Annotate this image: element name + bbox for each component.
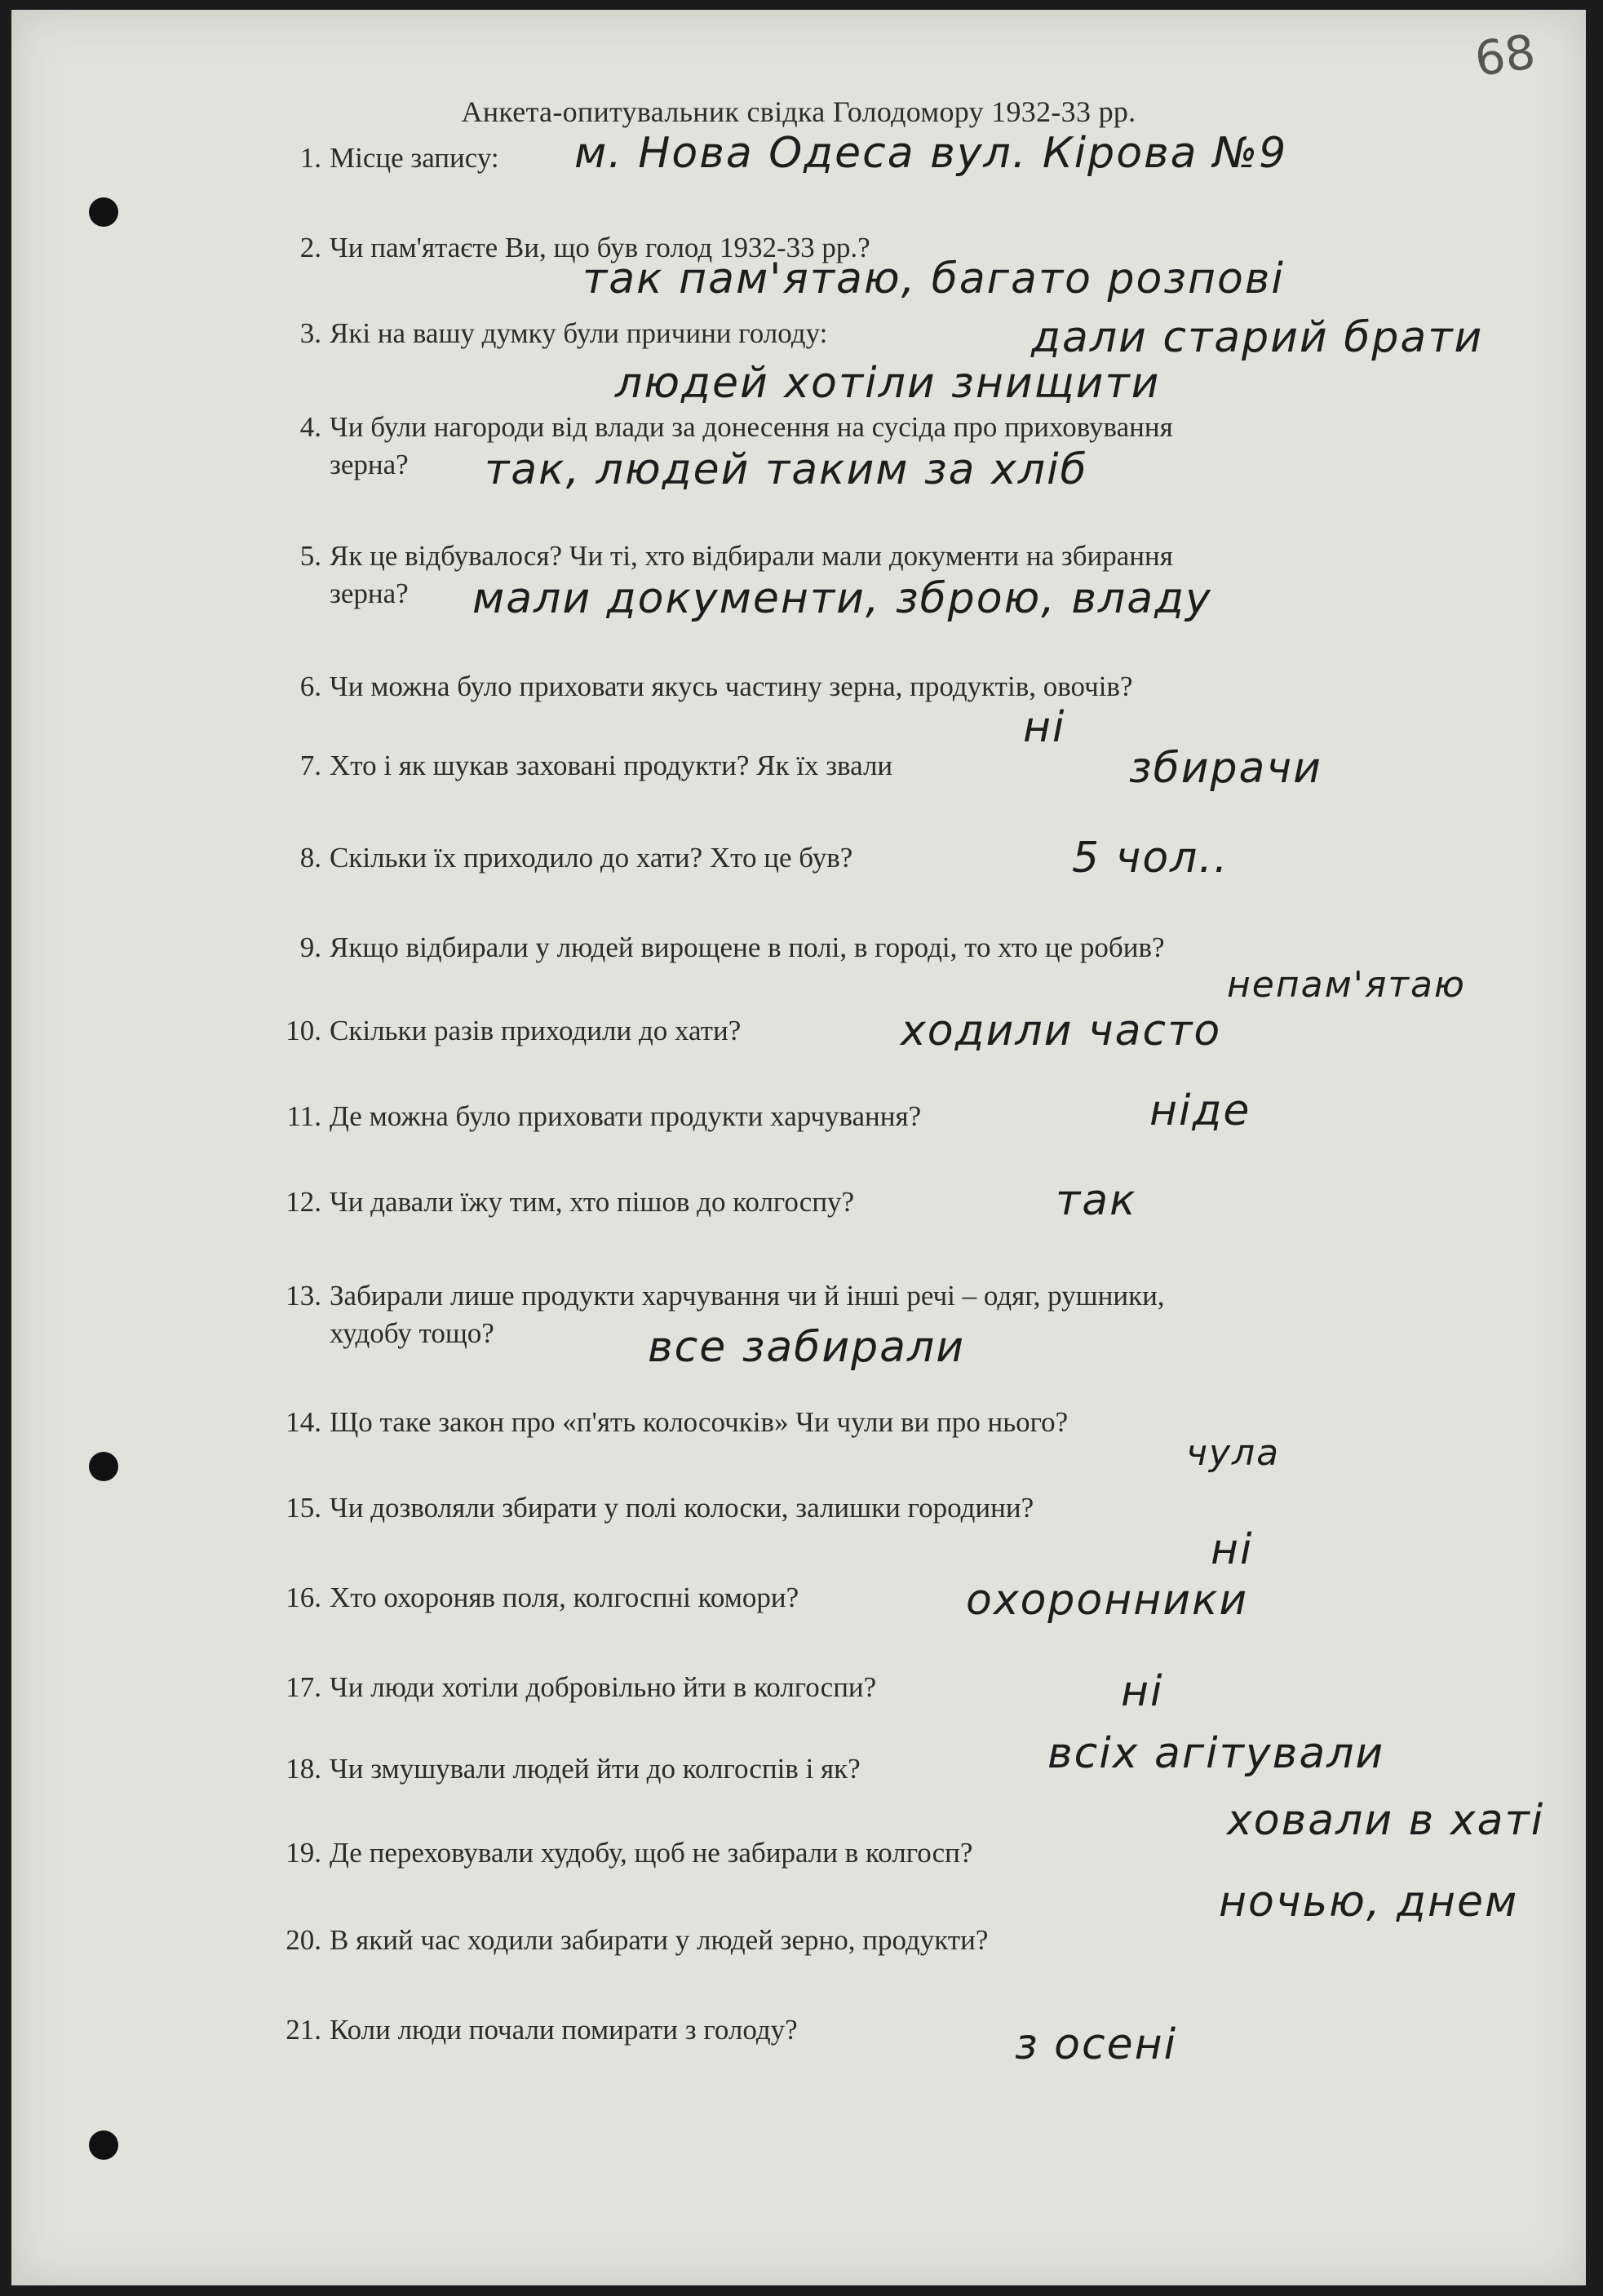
question-text: Де переховували худобу, щоб не забирали в колгосп? [330,1837,973,1869]
question-number: 2. [299,232,321,263]
question-text: В який час ходили забирати у людей зерно, продукти? [330,1924,989,1956]
answer-14: чула [1186,1432,1281,1474]
question-number: 18. [286,1753,321,1785]
page-title: Анкета-опитувальник свідка Голодомору 1932-33 рр. [461,95,1136,128]
answer-16: охоронники [966,1576,1249,1625]
question-number: 7. [299,750,321,781]
punch-hole [89,2130,118,2160]
question-number: 14. [286,1406,321,1438]
question-text: Де можна було приховати продукти харчування? [330,1100,922,1132]
question-text: Коли люди почали помирати з голоду? [330,2014,798,2046]
punch-hole [89,197,118,227]
answer-19: ховали в хаті [1227,1796,1545,1845]
question-number: 8. [299,842,321,874]
answer-20: ночью, днем [1219,1878,1519,1927]
question-text: Місце запису: [330,142,499,174]
answer-6: ні [1023,703,1066,752]
question-number: 5. [299,540,321,572]
answer-4: так, людей таким за хліб [485,445,1088,494]
question-number: 19. [286,1837,321,1869]
answer-3a: дали старий брати [1031,313,1484,362]
questionnaire-sheet [11,10,1586,2285]
question-text: Якщо відбирали у людей вирощене в полі, в городі, то хто це робив? [330,931,1165,963]
question-text: Забирали лише продукти харчування чи й інші речі – одяг, рушники, [330,1280,1165,1312]
question-text: Чи можна було приховати якусь частину зерна, продуктів, овочів? [330,670,1133,702]
page-number: 68 [1471,24,1539,87]
answer-13: все забирали [648,1323,966,1372]
question-text: Чи люди хотіли добровільно йти в колгоспи? [330,1671,877,1703]
question-text: Хто і як шукав заховані продукти? Як їх звали [330,750,893,781]
answer-1: м. Нова Одеса вул. Кірова №9 [574,129,1288,178]
punch-hole [89,1452,118,1481]
question-text: Чи дозволяли збирати у полі колоски, залишки городини? [330,1492,1034,1524]
question-text: Скільки їх приходило до хати? Хто це був? [330,842,853,874]
answer-10: ходили часто [901,1006,1222,1055]
question-number: 4. [299,411,321,443]
question-text: худобу тощо? [330,1317,494,1349]
answer-17: ні [1121,1667,1164,1716]
question-text: Як це відбувалося? Чи ті, хто відбирали мали документи на збирання [330,540,1173,572]
answer-12: так [1056,1176,1137,1225]
question-text: зерна? [330,449,409,480]
question-text: Що таке закон про «п'ять колосочків» Чи чули ви про нього? [330,1406,1069,1438]
answer-3b: людей хотіли знищити [615,359,1161,408]
answer-9: непам'ятаю [1227,964,1466,1006]
question-number: 6. [299,670,321,702]
answer-18: всіх агітували [1047,1729,1385,1778]
answer-11: ніде [1149,1086,1251,1135]
question-number: 13. [286,1280,321,1312]
question-number: 3. [299,317,321,349]
question-number: 16. [286,1582,321,1613]
question-number: 9. [299,931,321,963]
question-text: Чи змушували людей йти до колгоспів і як? [330,1753,861,1785]
question-number: 15. [286,1492,321,1524]
answer-5: мали документи, зброю, владу [472,574,1212,623]
question-text: Скільки разів приходили до хати? [330,1015,742,1046]
question-text: Чи пам'ятаєте Ви, що був голод 1932-33 рр.? [330,232,870,263]
answer-7: збирачи [1129,744,1322,793]
question-text: Чи були нагороди від влади за донесення на сусіда про приховування [330,411,1173,443]
answer-21: з осені [1015,2020,1178,2069]
question-number: 12. [286,1186,321,1218]
answer-15: ні [1211,1525,1254,1574]
question-number: 17. [286,1671,321,1703]
question-number: 21. [286,2014,321,2046]
question-text: Хто охороняв поля, колгоспні комори? [330,1582,799,1613]
answer-2: так пам'ятаю, багато розпові [582,254,1285,303]
question-number: 20. [286,1924,321,1956]
question-text: Які на вашу думку були причини голоду: [330,317,828,349]
question-text: Чи давали їжу тим, хто пішов до колгоспу? [330,1186,855,1218]
question-number: 10. [286,1015,321,1046]
question-number: 1. [299,142,321,174]
question-number: 11. [286,1100,321,1132]
question-text: зерна? [330,577,409,609]
answer-8: 5 чол.. [1072,834,1229,883]
